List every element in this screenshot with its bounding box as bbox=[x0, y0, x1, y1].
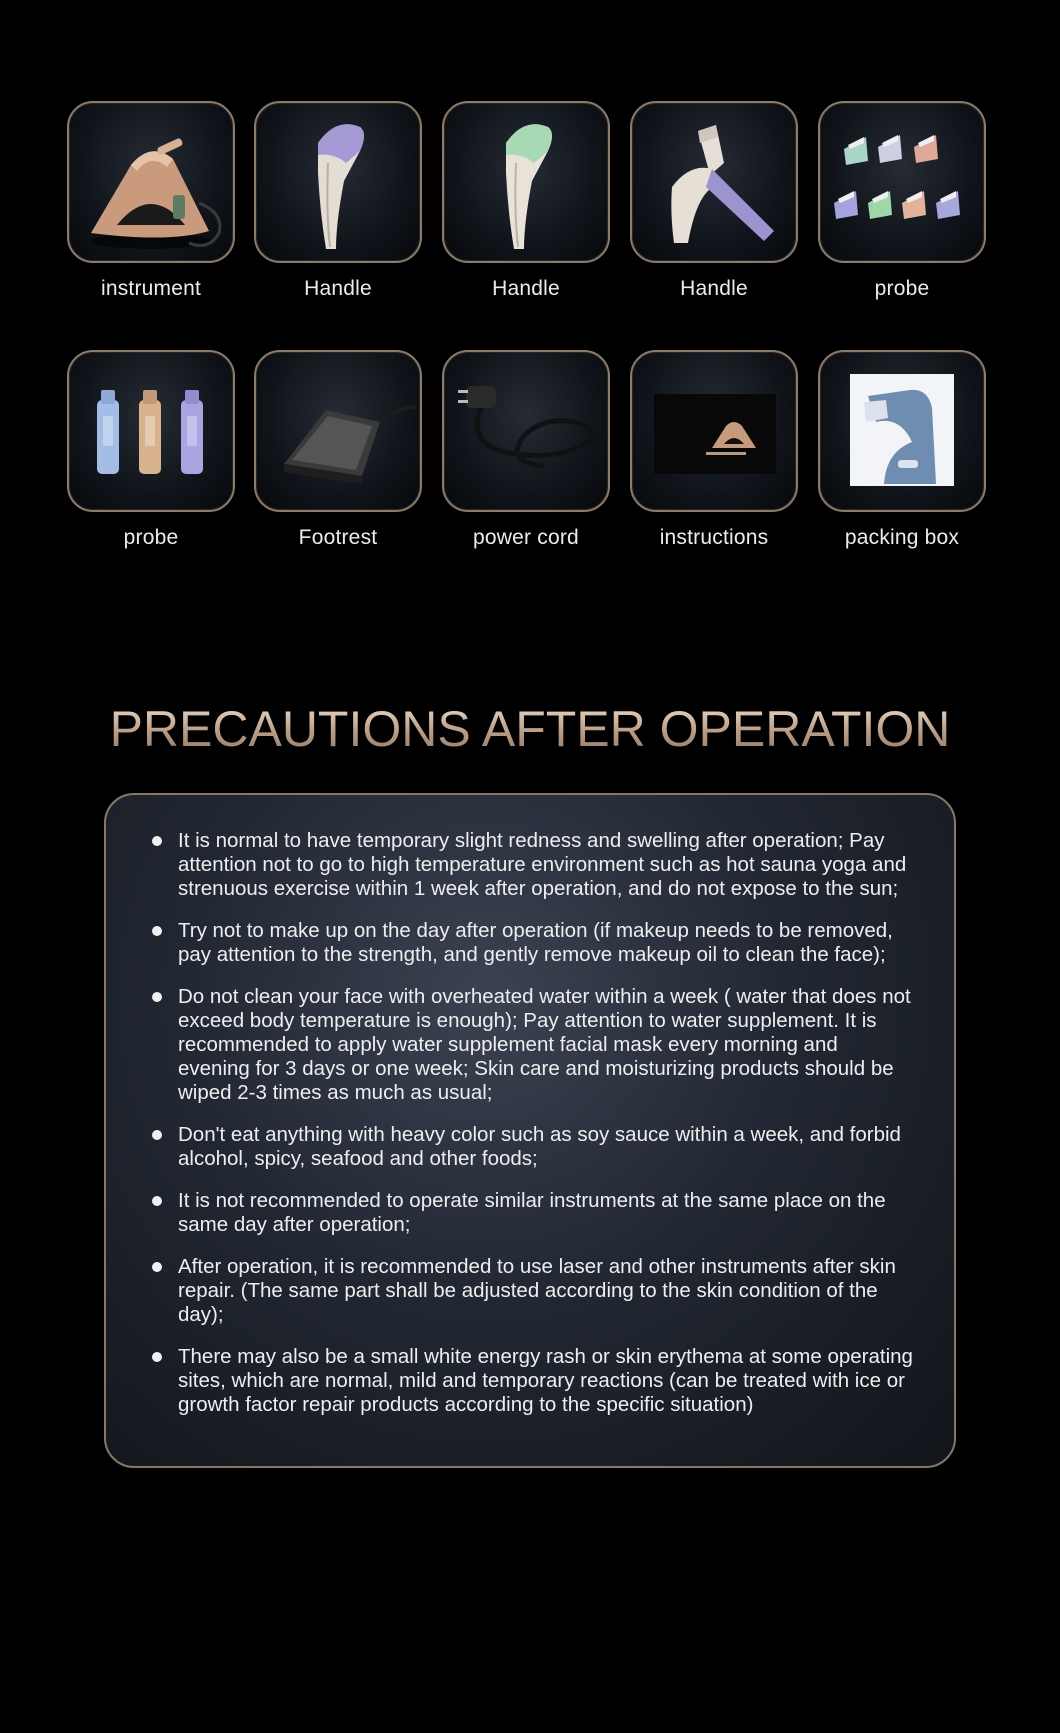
accessory-label: Handle bbox=[492, 277, 560, 300]
foot-pedal-icon bbox=[254, 350, 422, 512]
probe-cylinders-icon bbox=[67, 350, 235, 512]
list-item bbox=[152, 985, 914, 1105]
accessory-label: instructions bbox=[659, 526, 769, 549]
bullet-icon bbox=[152, 1130, 162, 1140]
list-item-text: After operation, it is recommended to use laser and other instruments after skin repair. (The same part shall be adjusted according to the skin condition of the day); bbox=[178, 1255, 896, 1326]
probe-cartridges-icon bbox=[818, 101, 986, 263]
list-item-text: There may also be a small white energy rash or skin erythema at some operating sites, which are normal, mild and temporary reactions (can be treated with ice or growth factor repair products according to the specific situation) bbox=[178, 1345, 913, 1416]
list-item-text: Don't eat anything with heavy color such as soy sauce within a week, and forbid alcohol, spicy, seafood and other foods; bbox=[178, 1123, 901, 1170]
list-item-text: It is not recommended to operate similar instruments at the same place on the same day after operation; bbox=[178, 1189, 886, 1236]
accessory-item bbox=[817, 350, 987, 550]
accessory-label: packing box bbox=[844, 526, 960, 549]
handle-angled-icon bbox=[630, 101, 798, 263]
accessory-item bbox=[66, 101, 236, 301]
handle-purple-icon bbox=[254, 101, 422, 263]
accessory-label: instrument bbox=[100, 277, 202, 300]
accessory-item bbox=[66, 350, 236, 550]
accessory-label: Handle bbox=[304, 277, 372, 300]
accessory-label: probe bbox=[874, 277, 930, 300]
precautions-panel bbox=[104, 793, 956, 1468]
device-icon bbox=[67, 101, 235, 263]
accessory-item bbox=[629, 101, 799, 301]
accessory-item bbox=[629, 350, 799, 550]
instructions-screen-icon bbox=[630, 350, 798, 512]
list-item bbox=[152, 829, 914, 901]
packing-box-icon bbox=[818, 350, 986, 512]
list-item bbox=[152, 1123, 914, 1171]
list-item-text: It is normal to have temporary slight redness and swelling after operation; Pay attention not to go to high temperature environment such as hot sauna yoga and strenuous exercise within 1 week after operation, and do not expose to the sun; bbox=[178, 829, 907, 900]
bullet-icon bbox=[152, 926, 162, 936]
precautions-title: PRECAUTIONS AFTER OPERATION bbox=[0, 700, 1060, 758]
handle-green-icon bbox=[442, 101, 610, 263]
accessory-item bbox=[441, 101, 611, 301]
accessory-item bbox=[817, 101, 987, 301]
list-item bbox=[152, 1345, 914, 1417]
bullet-icon bbox=[152, 836, 162, 846]
bullet-icon bbox=[152, 1262, 162, 1272]
bullet-icon bbox=[152, 1352, 162, 1362]
accessory-item bbox=[441, 350, 611, 550]
accessory-label: power cord bbox=[473, 526, 579, 549]
list-item-text: Try not to make up on the day after operation (if makeup needs to be removed, pay attention to the strength, and gently remove makeup oil to clean the face); bbox=[178, 919, 893, 966]
list-item bbox=[152, 1189, 914, 1237]
list-item bbox=[152, 1255, 914, 1327]
list-item bbox=[152, 919, 914, 967]
power-cord-icon bbox=[442, 350, 610, 512]
list-item-text: Do not clean your face with overheated water within a week ( water that does not exceed body temperature is enough); Pay attention to water supplement. It is recommended to apply water supplement facial mask every morning and evening for 3 days or one week; Skin care and moisturizing products should be wiped 2-3 times as much as usual; bbox=[178, 985, 911, 1104]
accessory-label: probe bbox=[123, 526, 179, 549]
bullet-icon bbox=[152, 992, 162, 1002]
precautions-list bbox=[106, 795, 954, 1417]
bullet-icon bbox=[152, 1196, 162, 1206]
accessory-item bbox=[253, 101, 423, 301]
accessory-label: Handle bbox=[680, 277, 748, 300]
accessory-item bbox=[253, 350, 423, 550]
accessory-label: Footrest bbox=[298, 526, 378, 549]
